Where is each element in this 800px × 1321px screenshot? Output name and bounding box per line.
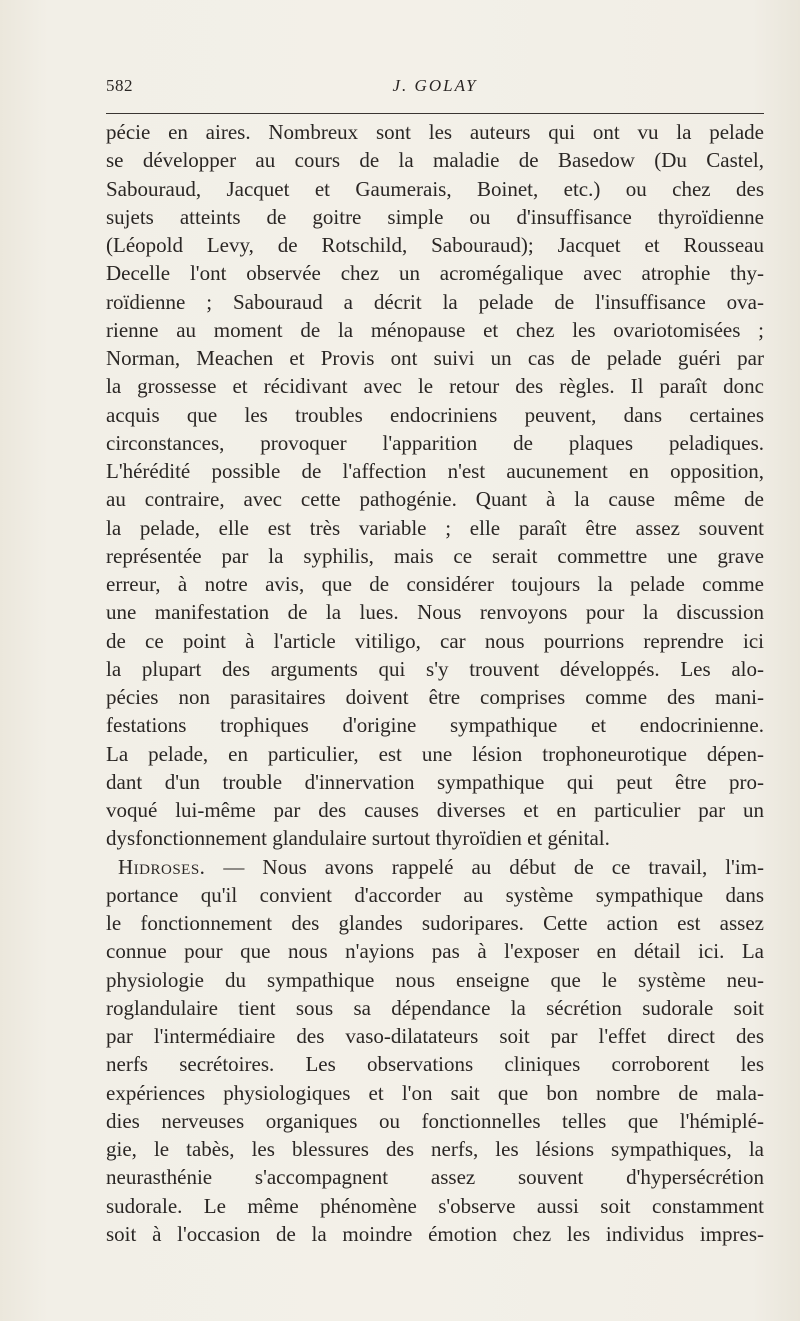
text-line: connue pour que nous n'ayions pas à l'exposer en détail ici. La — [106, 939, 764, 964]
header-rule — [106, 113, 764, 114]
section-heading-hidroses: Hidroses. — [118, 854, 206, 879]
text-line: au contraire, avec cette pathogénie. Quant à la cause même de — [106, 487, 764, 512]
text-line: roïdienne ; Sabouraud a décrit la pelade de l'insuffisance ova- — [106, 289, 764, 314]
body-text — [106, 118, 764, 1248]
text-line: se développer au cours de la maladie de Basedow (Du Castel, — [106, 148, 764, 173]
text-line: rienne au moment de la ménopause et chez les ovariotomisées ; — [106, 317, 764, 342]
text-line: physiologie du sympathique nous enseigne que le système neu- — [106, 967, 764, 992]
text-line: sudorale. Le même phénomène s'observe aussi soit constamment — [106, 1193, 764, 1218]
text-line-rest: — Nous avons rappelé au début de ce travail, l'im- — [205, 854, 764, 879]
text-line: (Léopold Levy, de Rotschild, Sabouraud); Jacquet et Rousseau — [106, 233, 764, 257]
text-line: de ce point à l'article vitiligo, car nous pourrions reprendre ici — [106, 628, 764, 653]
page-number: 582 — [106, 76, 133, 95]
text-line: la pelade, elle est très variable ; elle paraît être assez souvent — [106, 515, 764, 540]
text-line: sujets atteints de goitre simple ou d'insuffisance thyroïdienne — [106, 204, 764, 229]
text-line: le fonctionnement des glandes sudoripares. Cette action est assez — [106, 911, 764, 935]
text-line: par l'intermédiaire des vaso-dilatateurs soit par l'effet direct des — [106, 1024, 764, 1048]
text-line: acquis que les troubles endocriniens peuvent, dans certaines — [106, 402, 764, 427]
text-line: circonstances, provoquer l'apparition de plaques peladiques. — [106, 430, 764, 455]
text-line: expériences physiologiques et l'on sait que bon nombre de mala- — [106, 1080, 764, 1105]
text-line: roglandulaire tient sous sa dépendance la sécrétion sudorale soit — [106, 995, 764, 1020]
paragraph-hidroses — [106, 853, 764, 1249]
section-first-line — [106, 853, 764, 881]
text-line: Norman, Meachen et Provis ont suivi un cas de pelade guéri par — [106, 346, 764, 370]
text-line: la grossesse et récidivant avec le retour des règles. Il paraît donc — [106, 374, 764, 399]
text-line: festations trophiques d'origine sympathique et endocrinienne. — [106, 713, 764, 738]
text-line: voqué lui-même par des causes diverses et en particulier par un — [106, 798, 764, 822]
text-line: dant d'un trouble d'innervation sympathique qui peut être pro- — [106, 769, 764, 794]
text-line: gie, le tabès, les blessures des nerfs, les lésions sympathiques, la — [106, 1137, 764, 1161]
text-line: Decelle l'ont observée chez un acromégalique avec atrophie thy- — [106, 261, 764, 286]
page-header — [106, 76, 764, 100]
text-line: une manifestation de la lues. Nous renvoyons pour la discussion — [106, 600, 764, 625]
text-line: pécie en aires. Nombreux sont les auteurs qui ont vu la pelade — [106, 120, 764, 144]
text-line: Sabouraud, Jacquet et Gaumerais, Boinet, etc.) ou chez des — [106, 176, 764, 201]
text-line: dysfonctionnement glandulaire surtout thyroïdien et génital. — [106, 826, 610, 851]
text-line: La pelade, en particulier, est une lésion trophoneurotique dépen- — [106, 741, 764, 766]
text-line: la plupart des arguments qui s'y trouvent développés. Les alo- — [106, 656, 764, 681]
paragraph-pelade — [106, 118, 764, 853]
text-line: dies nerveuses organiques ou fonctionnelles telles que l'hémiplé- — [106, 1108, 764, 1133]
text-line: pécies non parasitaires doivent être comprises comme des mani- — [106, 685, 764, 709]
text-line: représentée par la syphilis, mais ce serait commettre une grave — [106, 543, 764, 568]
text-line: neurasthénie s'accompagnent assez souvent d'hypersécrétion — [106, 1165, 764, 1190]
text-line: soit à l'occasion de la moindre émotion chez les individus impres- — [106, 1221, 764, 1246]
text-line: erreur, à notre avis, que de considérer toujours la pelade comme — [106, 572, 764, 596]
text-line: portance qu'il convient d'accorder au système sympathique dans — [106, 882, 764, 907]
text-line: L'hérédité possible de l'affection n'est aucunement en opposition, — [106, 459, 764, 483]
text-line: nerfs secrétoires. Les observations cliniques corroborent les — [106, 1052, 764, 1077]
running-head: J. GOLAY — [392, 76, 478, 95]
